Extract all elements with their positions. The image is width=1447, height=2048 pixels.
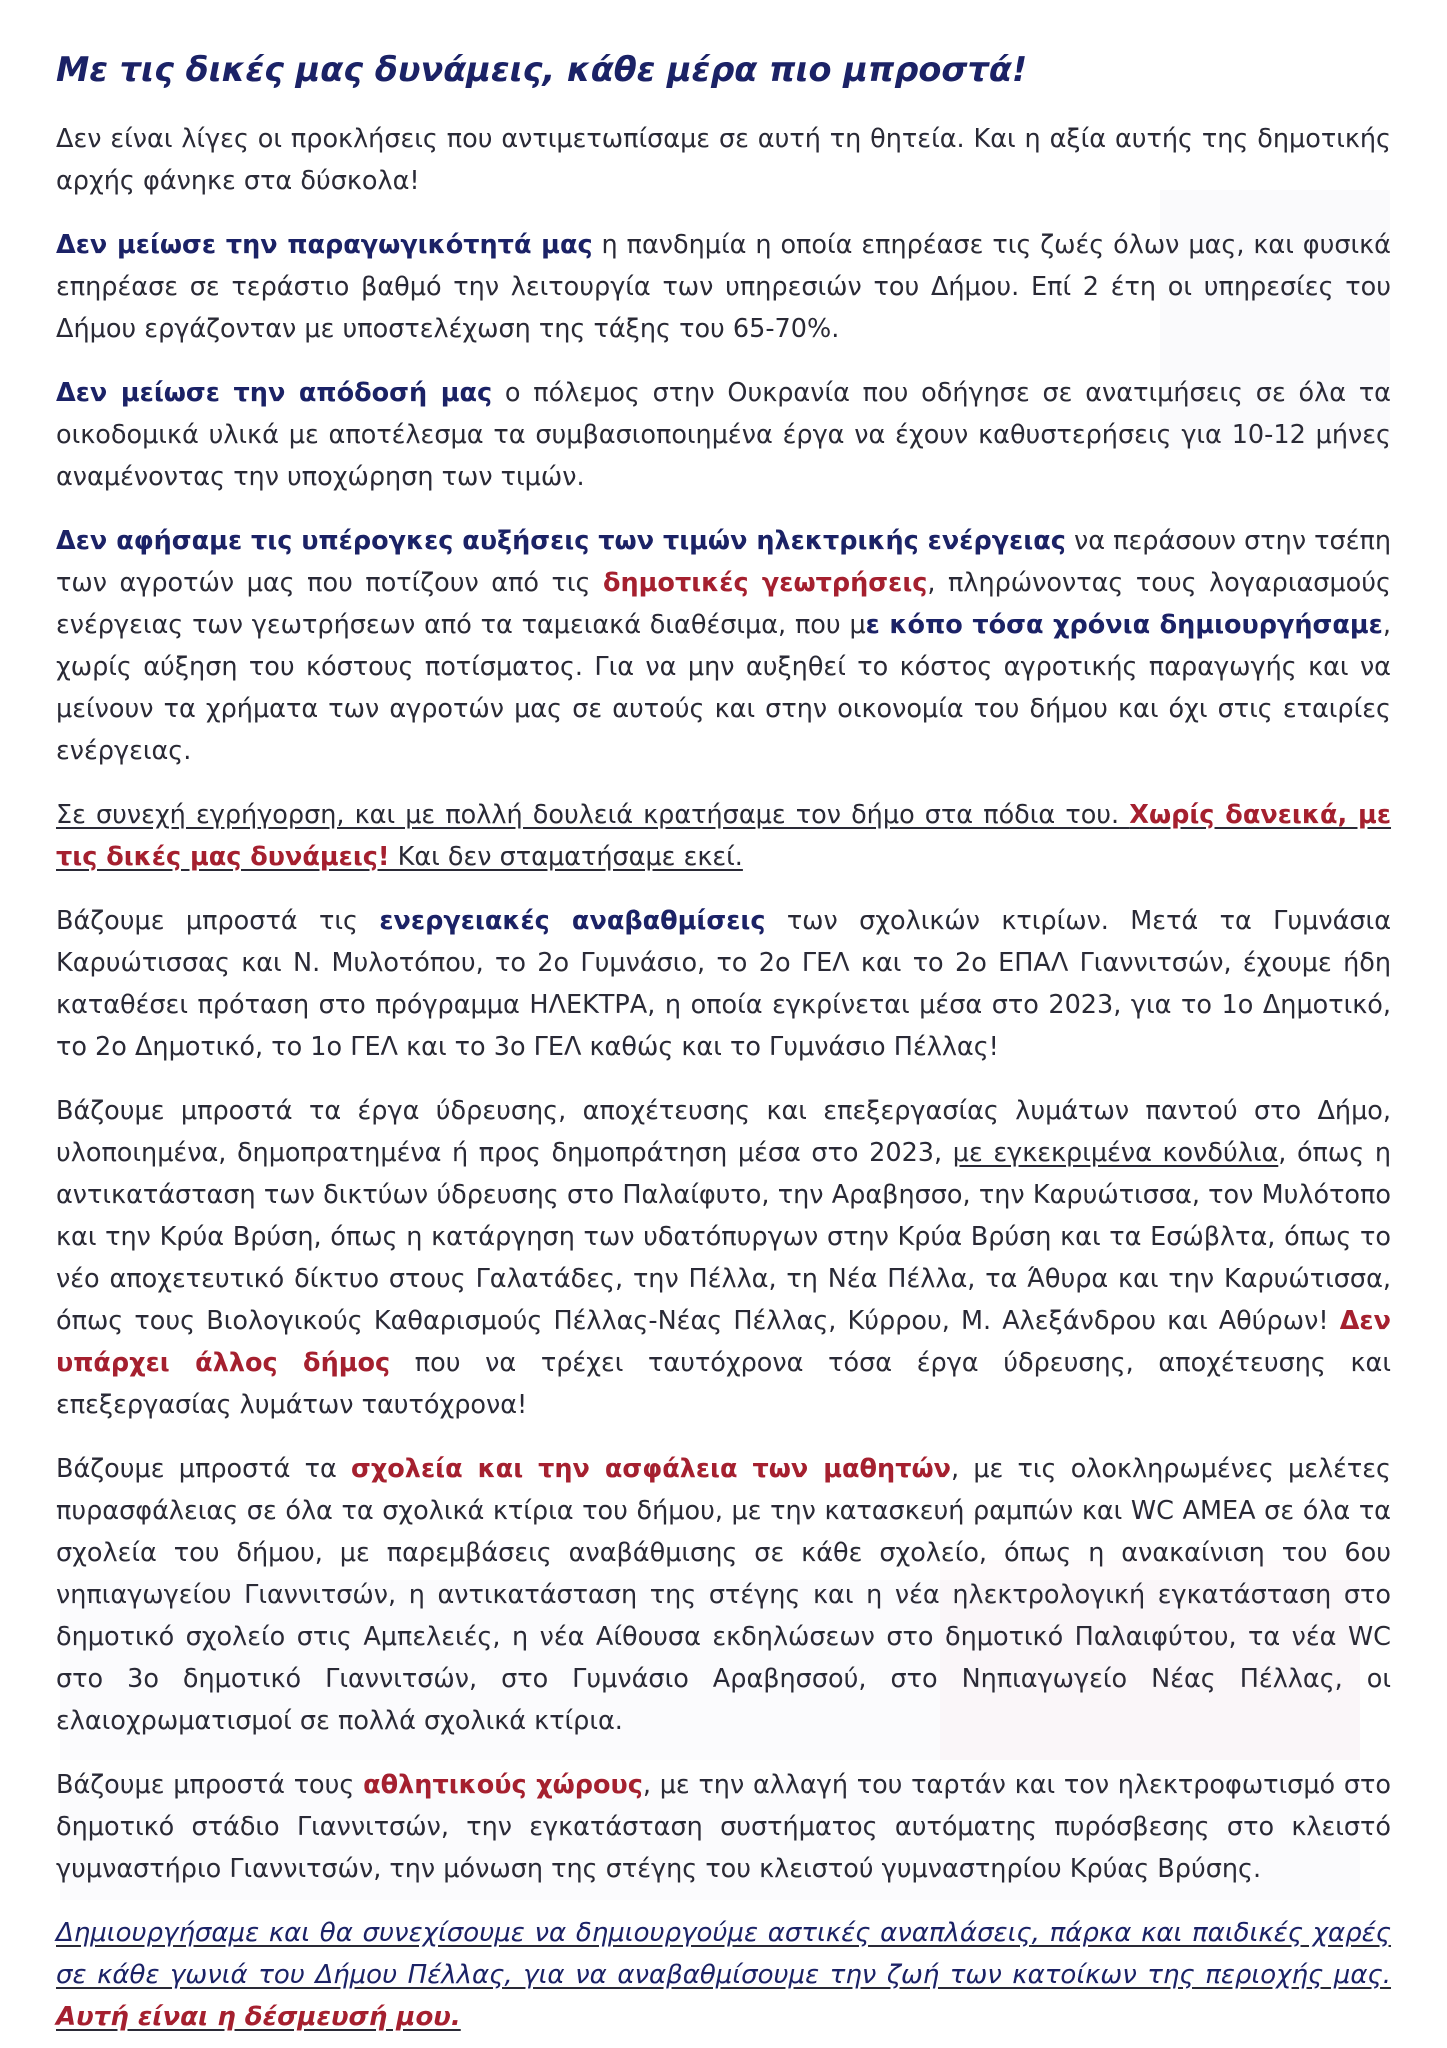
paragraph-intro xyxy=(56,118,1391,202)
underlined-text: με εγκεκριμένα κονδύλια xyxy=(952,1137,1279,1168)
highlight-text: Χωρίς δανεικά, με τις δικές μας δυνάμεις! xyxy=(56,799,1392,872)
body-text: , χωρίς αύξηση του κόστους ποτίσματος. Για να μην αυξηθεί το κόστος αγροτικής παραγωγής και να μείνουν τα χρήματα των αγροτών μας σε αυτούς και στην οικονομία του δήμου και όχι στις εταιρίες ενέργειας. xyxy=(56,609,1391,766)
body-text: να περάσουν στην τσέπη των αγροτών μας που ποτίζουν από τις xyxy=(56,525,1391,598)
paragraph-commitment xyxy=(56,1912,1391,2038)
body-text: η πανδημία η οποία επηρέασε τις ζωές όλων μας, και φυσικά επηρέασε σε τεράστιο βαθμό την λειτουργία των υπηρεσιών του Δήμου. Επί 2 έτη οι υπηρεσίες του Δήμου εργάζονταν με υποστελέχωση της τάξης του 65-70%. xyxy=(56,229,1391,344)
paragraph-performance xyxy=(56,372,1391,498)
body-text: Και δεν σταματήσαμε εκεί. xyxy=(389,841,743,872)
highlight-text: δημοτικές γεωτρήσεις xyxy=(603,567,928,598)
emphasis-text: ε κόπο τόσα χρόνια δημιουργήσαμε xyxy=(865,609,1383,640)
emphasis-text: Δεν αφήσαμε τις υπέρογκες αυξήσεις των τιμών ηλεκτρικής ενέργειας xyxy=(56,525,1066,556)
body-text: Σε συνεχή εγρήγορση, και με πολλή δουλειά κρατήσαμε τον δήμο στα πόδια του. xyxy=(56,799,1130,830)
body-text: Βάζουμε μπροστά τα xyxy=(56,1453,351,1484)
body-text: , με την αλλαγή του ταρτάν και τον ηλεκτροφωτισμό στο δημοτικό στάδιο Γιαννιτσών, την εγκατάσταση συστήματος αυτόματης πυρόσβεσης στο κλειστό γυμναστήριο Γιαννιτσών, την μόνωση της στέγης του κλειστού γυμναστηρίου Κρύας Βρύσης. xyxy=(56,1769,1392,1884)
paragraph-sports-venues xyxy=(56,1764,1391,1890)
highlight-text: σχολεία και την ασφάλεια των μαθητών xyxy=(350,1453,952,1484)
paragraph-water-works xyxy=(56,1090,1391,1426)
body-text: Βάζουμε μπροστά τα έργα ύδρευσης, αποχέτευσης και επεξεργασίας λυμάτων παντού στο Δήμο, υλοποιημένα, δημοπρατημένα ή προς δημοπράτηση μέσα στο 2023, xyxy=(56,1095,1391,1168)
highlight-text: Αυτή είναι η δέσμευσή μου. xyxy=(56,2001,461,2032)
emphasis-text: Δεν μείωσε την παραγωγικότητά μας xyxy=(56,229,593,260)
body-text: , όπως η αντικατάσταση των δικτύων ύδρευσης στο Παλαίφυτο, την Αραβησσο, την Καρυώτισσα, τον Μυλότοπο και την Κρύα Βρύση, όπως η κατάργηση των υδατόπυργων στην Κρύα Βρύση και τα Εσώβλτα, όπως το νέο αποχετευτικό δίκτυο στους Γαλατάδες, την Πέλλα, τη Νέα Πέλλα, τα Άθυρα και την Καρυώτισσα, όπως τους Βιολογικούς Καθαρισμούς Πέλλας-Νέας Πέλλας, Κύρρου, Μ. Αλεξάνδρου και Αθύρων! xyxy=(56,1137,1391,1336)
highlight-text: αθλητικούς χώρους xyxy=(363,1769,643,1800)
paragraph-schools-energy xyxy=(56,900,1391,1068)
body-text: ο πόλεμος στην Ουκρανία που οδήγησε σε ανατιμήσεις σε όλα τα οικοδομικά υλικά με αποτέλεσμα τα συμβασιοποιημένα έργα να έχουν καθυστερήσεις για 10-12 μήνες αναμένοντας την υποχώρηση των τιμών. xyxy=(56,377,1391,492)
emphasis-text: Δημιουργήσαμε και θα συνεχίσουμε να δημιουργούμε αστικές αναπλάσεις, πάρκα και παιδικές χαρές σε κάθε γωνιά του Δήμου Πέλλας, για να αναβαθμίσουμε την ζωή των κατοίκων της περιοχής μας. xyxy=(56,1917,1391,1990)
paragraph-energy xyxy=(56,520,1391,772)
page-title: Με τις δικές μας δυνάμεις, κάθε μέρα πιο μπροστά! xyxy=(56,50,1028,89)
body-text: , πληρώνοντας τους λογαριασμούς ενέργειας των γεωτρήσεων από τα ταμειακά διαθέσιμα, που μ xyxy=(56,567,1391,640)
body-text: , με τις ολοκληρωμένες μελέτες πυρασφάλειας σε όλα τα σχολικά κτίρια του δήμου, με την κατασκευή ραμπών και WC ΑΜΕΑ σε όλα τα σχολεία του δήμου, με παρεμβάσεις αναβάθμισης σε κάθε σχολείο, όπως η ανακαίνιση του 6ου νηπιαγωγείου Γιαννιτσών, η αντικατάσταση της στέγης και η νέα ηλεκτρολογική εγκατάσταση στο δημοτικό σχολείο στις Αμπελειές, η νέα Αίθουσα εκδηλώσεων στο δημοτικό Παλαιφύτου, τα νέα WC στο 3ο δημοτικό Γιαννιτσών, στο Γυμνάσιο Αραβησσού, στο Νηπιαγωγείο Νέας Πέλλας, οι ελαιοχρωματισμοί σε πολλά σχολικά κτίρια. xyxy=(56,1453,1391,1736)
paragraph-productivity xyxy=(56,224,1391,350)
paragraph-vigilance xyxy=(56,794,1391,878)
body-text: Βάζουμε μπροστά τις xyxy=(56,905,380,936)
emphasis-text: ενεργειακές αναβαθμίσεις xyxy=(379,905,766,936)
intro-text: Δεν είναι λίγες οι προκλήσεις που αντιμετωπίσαμε σε αυτή τη θητεία. Και η αξία αυτής της δημοτικής αρχής φάνηκε στα δύσκολα! xyxy=(56,123,1391,196)
paragraph-school-safety xyxy=(56,1448,1391,1742)
emphasis-text: Δεν μείωσε την απόδοσή μας xyxy=(56,377,493,408)
body-text: που να τρέχει ταυτόχρονα τόσα έργα ύδρευσης, αποχέτευσης και επεξεργασίας λυμάτων ταυτόχρονα! xyxy=(56,1347,1391,1420)
body-text: Βάζουμε μπροστά τους xyxy=(56,1769,364,1800)
highlight-text: Δεν υπάρχει άλλος δήμος xyxy=(56,1305,1391,1378)
body-text: των σχολικών κτιρίων. Μετά τα Γυμνάσια Καρυώτισσας και Ν. Μυλοτόπου, το 2ο Γυμνάσιο, το 2ο ΓΕΛ και το 2ο ΕΠΑΛ Γιαννιτσών, έχουμε ήδη καταθέσει πρόταση στο πρόγραμμα ΗΛΕΚΤΡΑ, η οποία εγκρίνεται μέσα στο 2023, για το 1ο Δημοτικό, το 2ο Δημοτικό, το 1ο ΓΕΛ και το 3ο ΓΕΛ καθώς και το Γυμνάσιο Πέλλας! xyxy=(56,905,1391,1062)
